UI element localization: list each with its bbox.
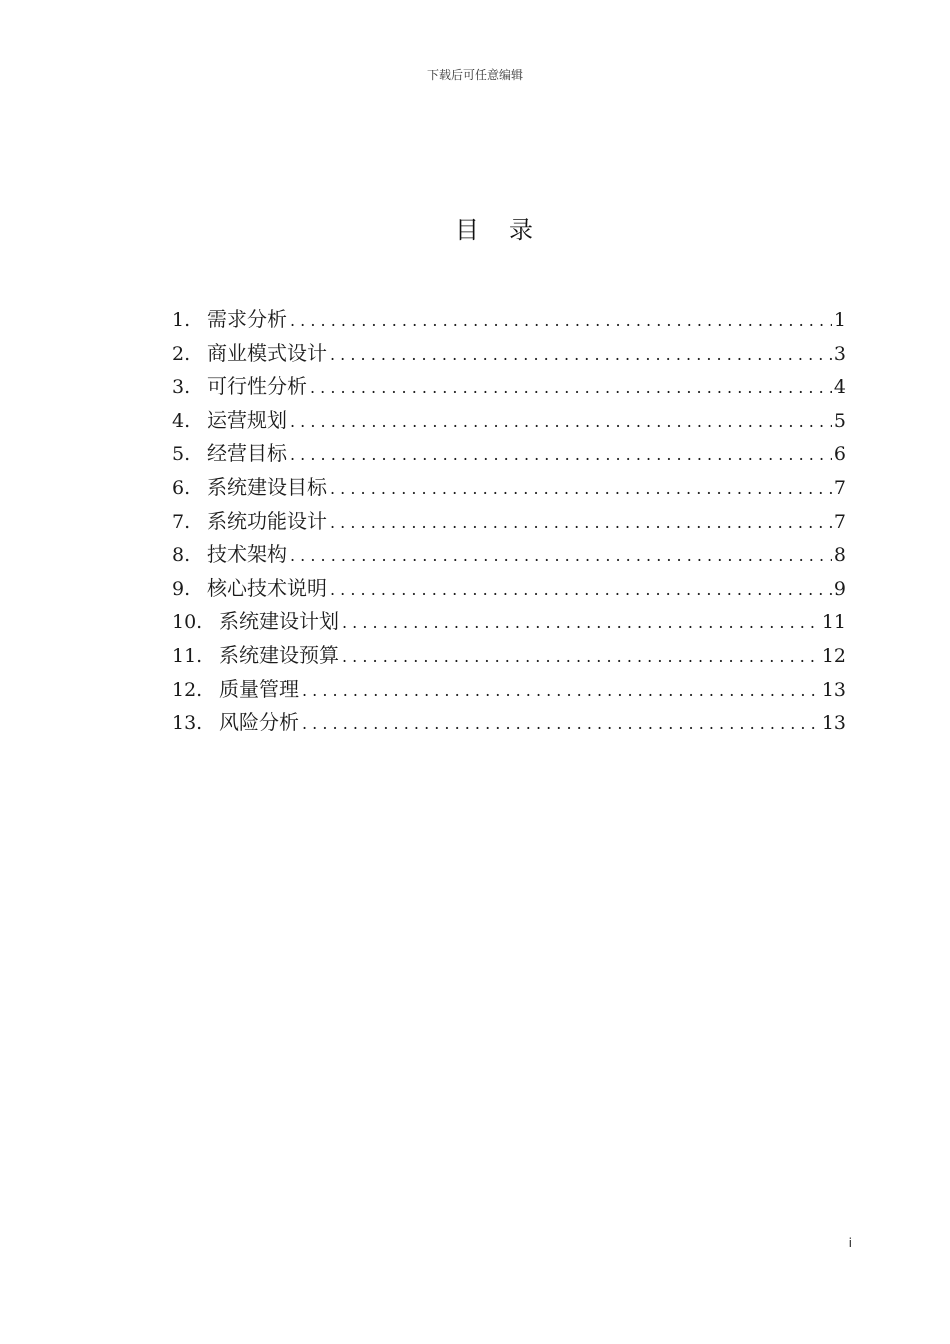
- toc-entry-title: 可行性分析: [207, 374, 307, 399]
- toc-entry-page: 5: [833, 409, 846, 432]
- toc-entry-title: 经营目标: [207, 441, 287, 466]
- toc-entry[interactable]: [172, 437, 846, 471]
- toc-entry[interactable]: [172, 370, 846, 404]
- toc-entry-number: 8.: [172, 544, 191, 567]
- toc-entry-page: 1: [833, 309, 846, 331]
- toc-entry-number: 10.: [172, 611, 203, 634]
- toc-entry-number: 2.: [172, 342, 191, 365]
- toc-entry[interactable]: [172, 706, 846, 740]
- toc-entry-page: 6: [833, 443, 846, 466]
- toc-entry-title: 系统建设目标: [207, 474, 327, 499]
- toc-entry[interactable]: [172, 639, 846, 673]
- toc-dot-leader: [342, 606, 820, 640]
- toc-entry-number: 13.: [172, 712, 203, 735]
- toc-entry-page: 3: [833, 342, 846, 365]
- toc-dot-leader: [290, 438, 832, 472]
- toc-dot-leader: [330, 506, 832, 540]
- toc-entry-title: 系统功能设计: [207, 508, 327, 533]
- toc-entry-number: 12.: [172, 678, 203, 701]
- toc-dot-leader: [290, 539, 832, 573]
- toc-dot-leader: [302, 707, 820, 741]
- toc-dot-leader: [290, 304, 832, 338]
- toc-entry[interactable]: [172, 337, 846, 371]
- toc-entry[interactable]: [172, 404, 846, 438]
- toc-entry-title: 需求分析: [207, 307, 287, 331]
- toc-dot-leader: [330, 472, 832, 506]
- header-note: 下载后可任意编辑: [426, 68, 523, 82]
- toc-entry-number: 11.: [172, 644, 203, 667]
- toc-entry-page: 13: [821, 678, 846, 701]
- toc-entry[interactable]: [172, 471, 846, 505]
- toc-entry-number: 5.: [172, 443, 191, 466]
- toc-entry[interactable]: [172, 673, 846, 707]
- toc-entry[interactable]: [172, 505, 846, 539]
- toc-entry-number: 3.: [172, 376, 191, 399]
- toc-entry-page: 11: [821, 611, 846, 634]
- toc-dot-leader: [330, 338, 832, 372]
- toc-dot-leader: [310, 371, 832, 405]
- toc-dot-leader: [342, 640, 820, 674]
- toc-entry-number: 9.: [172, 577, 191, 600]
- toc-entry-title: 技术架构: [207, 542, 287, 567]
- toc-entry-page: 4: [833, 376, 846, 399]
- toc-dot-leader: [302, 674, 820, 708]
- toc-entry-title: 系统建设预算: [219, 642, 339, 667]
- toc-entry-title: 商业模式设计: [207, 340, 327, 365]
- toc-title: 目录: [455, 216, 563, 244]
- toc-entry-title: 风险分析: [219, 710, 299, 735]
- toc-entry-page: 8: [833, 544, 846, 567]
- toc-entry-page: 13: [821, 712, 846, 735]
- toc-entry[interactable]: [172, 605, 846, 639]
- toc-entry-title: 运营规划: [207, 407, 287, 432]
- toc-entry-number: 6.: [172, 476, 191, 499]
- toc-entry-title: 系统建设计划: [219, 609, 339, 634]
- toc-entry-page: 7: [833, 510, 846, 533]
- toc-entry-number: 7.: [172, 510, 191, 533]
- table-of-contents: [172, 303, 846, 740]
- toc-entry-number: 1.: [172, 309, 191, 331]
- toc-dot-leader: [330, 573, 832, 607]
- toc-entry[interactable]: [172, 538, 846, 572]
- page-number: i: [848, 1236, 852, 1250]
- toc-entry-page: 12: [821, 644, 846, 667]
- toc-entry[interactable]: [172, 572, 846, 606]
- toc-entry-page: 9: [833, 577, 846, 600]
- toc-entry[interactable]: [172, 303, 846, 337]
- toc-entry-number: 4.: [172, 409, 191, 432]
- toc-entry-title: 质量管理: [219, 676, 299, 701]
- toc-entry-page: 7: [833, 476, 846, 499]
- toc-entry-title: 核心技术说明: [207, 575, 327, 600]
- toc-dot-leader: [290, 405, 832, 439]
